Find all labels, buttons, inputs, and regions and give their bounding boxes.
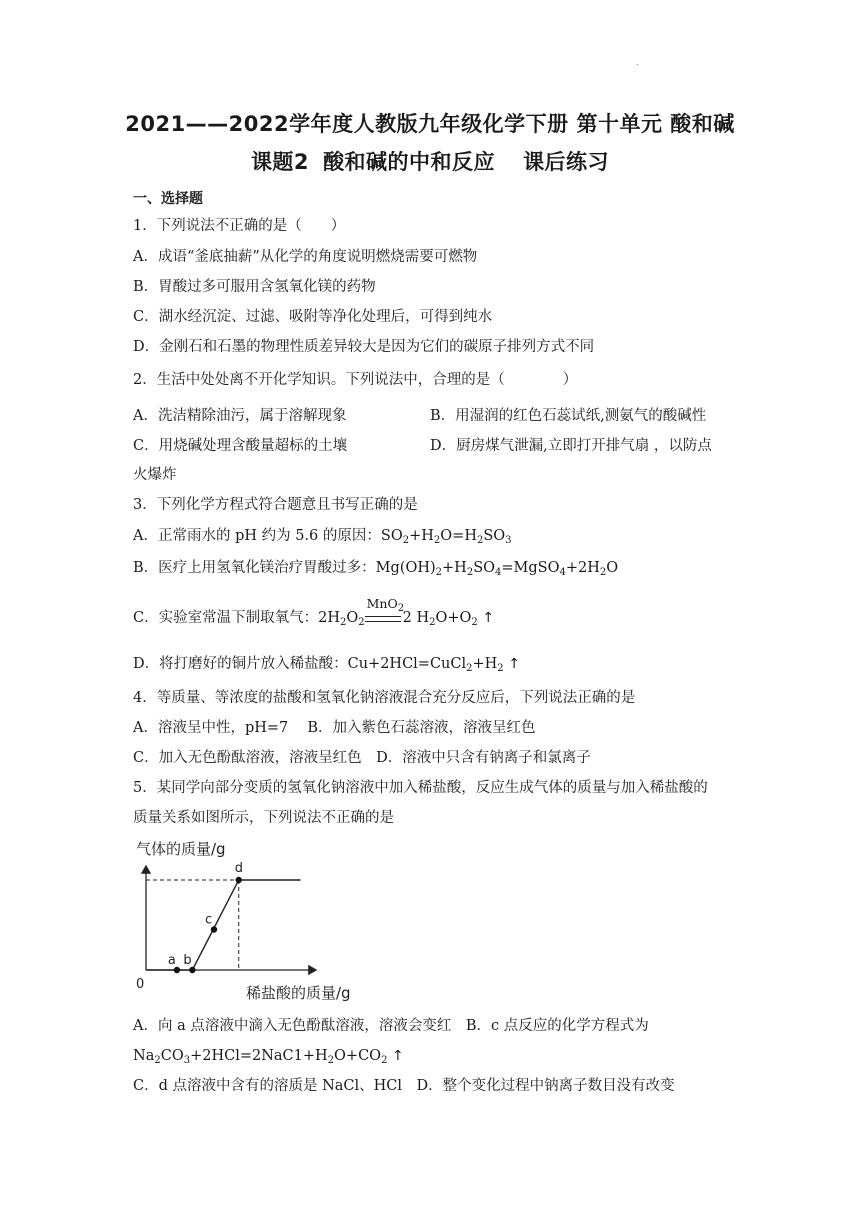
q3-option-b-equation: $Mg(OH)_2+H_2SO_4=MgSO_4+2H_2O$ (375, 560, 619, 578)
point-label-c: c (205, 912, 213, 928)
point-label-d: d (234, 861, 243, 876)
q1-option-c: C．湖水经沉淀、过滤、吸附等净化处理后，可得到纯水 (133, 309, 493, 325)
point-label-b: b (183, 953, 192, 968)
lesson-type: 课后练习 (523, 150, 610, 174)
q5-option-b-equation: $Na_2CO_3+2HCl=2NaC1+H_2O+CO_2$ ↑ (133, 1048, 404, 1066)
q5-option-ab: A．向 a 点溶液中滴入无色酚酞溶液，溶液会变红 B．c 点反应的化学方程式为 (133, 1018, 649, 1034)
gas-mass-chart (130, 836, 351, 1006)
chart-origin-label: 0 (136, 977, 145, 992)
q1-option-d: D．金刚石和石墨的物理性质差异较大是因为它们的碳原子排列方式不同 (133, 339, 595, 355)
lesson-number: 课题2 (250, 150, 310, 174)
page-dot: . (636, 58, 639, 67)
q2-option-d-cont: 火爆炸 (133, 467, 177, 483)
q3-option-a-equation: $SO_2+H_2O=H_2SO_3$ (380, 528, 512, 546)
q5-stem-line1: 5．某同学向部分变质的氢氧化钠溶液中加入稀盐酸，反应生成气体的质量与加入稀盐酸的 (133, 780, 708, 796)
q5-options-cd: C．d 点溶液中含有的溶质是 NaCl、HCl D．整个变化过程中钠离子数目没有改变 (133, 1078, 675, 1094)
q3-option-a (133, 526, 512, 546)
q3-option-a-text: A．正常雨水的 pH 约为 5.6 的原因： (133, 528, 381, 544)
q1-stem: 1．下列说法不正确的是（ ） (133, 218, 346, 234)
chart-y-label: 气体的质量/g (136, 840, 226, 858)
q3-stem: 3．下列化学方程式符合题意且书写正确的是 (133, 497, 418, 513)
q2-option-a: A．洗洁精除油污，属于溶解现象 (133, 408, 347, 424)
lesson-name: 酸和碱的中和反应 (323, 150, 496, 174)
q3-option-d (133, 654, 520, 674)
gas-arrow-icon: ↑ (392, 1048, 404, 1064)
page-title: 2021——2022学年度人教版九年级化学下册 第十单元 酸和碱 (125, 112, 735, 136)
q2-option-b: B．用湿润的红色石蕊试纸,测氨气的酸碱性 (430, 408, 707, 424)
catalyst-label: MnO (366, 596, 398, 611)
q2-stem: 2．生活中处处离不开化学知识。下列说法中，合理的是（ ） (133, 372, 578, 388)
gas-arrow-icon: ↑ (482, 610, 495, 626)
q5-stem-line2: 质量关系如图所示，下列说法不正确的是 (133, 810, 394, 826)
q3-option-c (133, 596, 495, 628)
q4-options-cd: C．加入无色酚酞溶液，溶液呈红色 D．溶液中只含有钠离子和氯离子 (133, 750, 591, 766)
q1-option-a: A．成语“釜底抽薪”从化学的角度说明燃烧需要可燃物 (133, 249, 478, 265)
q3-option-d-equation: $Cu+2HCl=CuCl_2+H_2$ ↑ (347, 656, 521, 674)
chart-x-label: 稀盐酸的质量/g (246, 984, 351, 1002)
q2-option-c: C．用烧碱处理含酸量超标的土壤 (133, 438, 348, 454)
page-subtitle (0, 146, 860, 176)
q3-option-c-equation: $2H_2O_2$ MnO$_2$ 2 $H_2O+O_2$ ↑ (318, 596, 495, 628)
q2-option-d: D．厨房煤气泄漏,立即打开排气扇 ，以防点 (430, 438, 712, 454)
q1-option-b: B．胃酸过多可服用含氢氧化镁的药物 (133, 279, 376, 295)
point-d (236, 877, 242, 883)
q4-options-ab: A．溶液呈中性，pH=7 B．加入紫色石蕊溶液，溶液呈红色 (133, 720, 536, 736)
q3-option-b (133, 558, 618, 578)
q3-option-d-text: D．将打磨好的铜片放入稀盐酸： (133, 656, 348, 672)
q3-option-c-text: C．实验室常温下制取氧气： (133, 610, 319, 626)
catalyst-equals: MnO$_2$ (365, 608, 403, 628)
q4-stem: 4．等质量、等浓度的盐酸和氢氧化钠溶液混合充分反应后，下列说法正确的是 (133, 690, 636, 706)
gas-arrow-icon: ↑ (508, 656, 521, 672)
point-label-a: a (167, 953, 176, 968)
section-heading: 一、选择题 (133, 191, 203, 207)
q3-option-b-text: B．医疗上用氢氧化镁治疗胃酸过多： (133, 560, 376, 576)
